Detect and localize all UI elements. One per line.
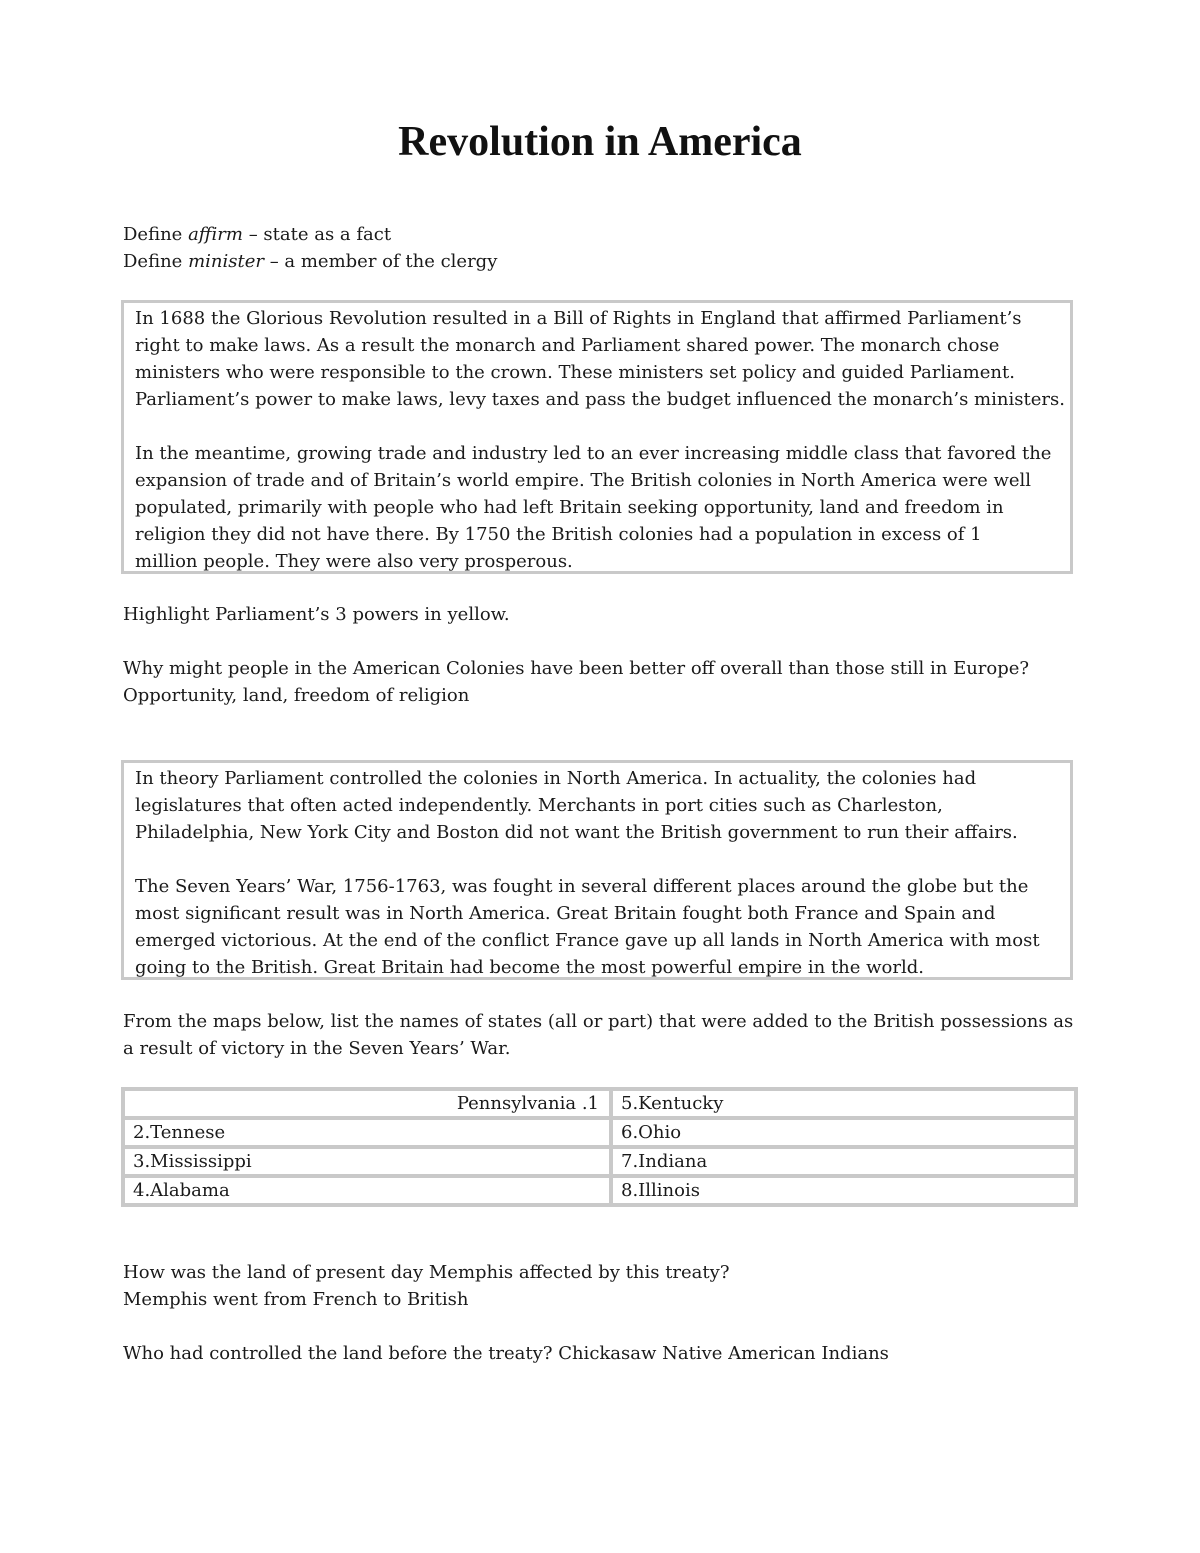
question-memphis: How was the land of present day Memphis affected by this treaty? xyxy=(123,1262,730,1283)
text-line: million people. They were also very prosperous. xyxy=(135,551,573,572)
table-cell: 4.Alabama xyxy=(123,1176,611,1205)
table-cell: 5.Kentucky xyxy=(611,1089,1076,1118)
table-cell: 6.Ohio xyxy=(611,1118,1076,1147)
text-line: religion they did not have there. By 1750 the British colonies had a population in excess of 1 xyxy=(135,524,982,545)
term-minister: minister xyxy=(188,251,264,272)
question-states-line-2: a result of victory in the Seven Years’ War. xyxy=(123,1038,511,1059)
text-line: expansion of trade and of Britain’s world empire. The British colonies in North America were well xyxy=(135,470,1032,491)
box1-paragraph-2 xyxy=(135,440,1070,575)
definition-affirm: Define affirm – state as a fact xyxy=(123,224,392,245)
text-line: The Seven Years’ War, 1756-1763, was fought in several different places around the globe but the xyxy=(135,876,1029,897)
text-line: legislatures that often acted independently. Merchants in port cities such as Charleston, xyxy=(135,795,943,816)
text-line: In 1688 the Glorious Revolution resulted in a Bill of Rights in England that affirmed Parliament’s xyxy=(135,308,1022,329)
question-states-line-1: From the maps below, list the names of states (all or part) that were added to the British possessions as xyxy=(123,1011,1074,1032)
term-affirm: affirm xyxy=(188,224,243,245)
text-line: Philadelphia, New York City and Boston did not want the British government to run their affairs. xyxy=(135,822,1018,843)
table-row xyxy=(123,1089,1076,1118)
text-line: going to the British. Great Britain had become the most powerful empire in the world. xyxy=(135,957,925,978)
text-line: right to make laws. As a result the monarch and Parliament shared power. The monarch chose xyxy=(135,335,1000,356)
reading-box-seven-years-war xyxy=(121,760,1073,980)
table-row xyxy=(123,1147,1076,1176)
reading-box-glorious-revolution xyxy=(121,300,1073,574)
table-cell: 3.Mississippi xyxy=(123,1147,611,1176)
text-line: ministers who were responsible to the crown. These ministers set policy and guided Parliament. xyxy=(135,362,1015,383)
answer-better-off: Opportunity, land, freedom of religion xyxy=(123,685,470,706)
question-better-off: Why might people in the American Colonies have been better off overall than those still in Europe? xyxy=(123,658,1030,679)
states-answer-table xyxy=(121,1087,1078,1207)
text-line: Parliament’s power to make laws, levy taxes and pass the budget influenced the monarch’s ministers. xyxy=(135,389,1065,410)
definition-minister: Define minister – a member of the clergy xyxy=(123,251,498,272)
question-prior-control: Who had controlled the land before the treaty? Chickasaw Native American Indians xyxy=(123,1343,889,1364)
box2-paragraph-1 xyxy=(135,765,1070,846)
table-row xyxy=(123,1118,1076,1147)
text-line: populated, primarily with people who had left Britain seeking opportunity, land and freedom in xyxy=(135,497,1004,518)
text-line: emerged victorious. At the end of the conflict France gave up all lands in North America with most xyxy=(135,930,1040,951)
table-cell: Pennsylvania .1 xyxy=(123,1089,611,1118)
table-cell: 2.Tennese xyxy=(123,1118,611,1147)
instruction-highlight: Highlight Parliament’s 3 powers in yellow. xyxy=(123,604,510,625)
table-cell: 8.Illinois xyxy=(611,1176,1076,1205)
box1-paragraph-1 xyxy=(135,305,1070,413)
table-cell: 7.Indiana xyxy=(611,1147,1076,1176)
text-line: In the meantime, growing trade and industry led to an ever increasing middle class that favored the xyxy=(135,443,1052,464)
box2-paragraph-2 xyxy=(135,873,1070,981)
text-line: In theory Parliament controlled the colonies in North America. In actuality, the colonies had xyxy=(135,768,977,789)
page-title: Revolution in America xyxy=(398,119,802,165)
table-row xyxy=(123,1176,1076,1205)
answer-memphis: Memphis went from French to British xyxy=(123,1289,469,1310)
text-line: most significant result was in North America. Great Britain fought both France and Spain and xyxy=(135,903,996,924)
